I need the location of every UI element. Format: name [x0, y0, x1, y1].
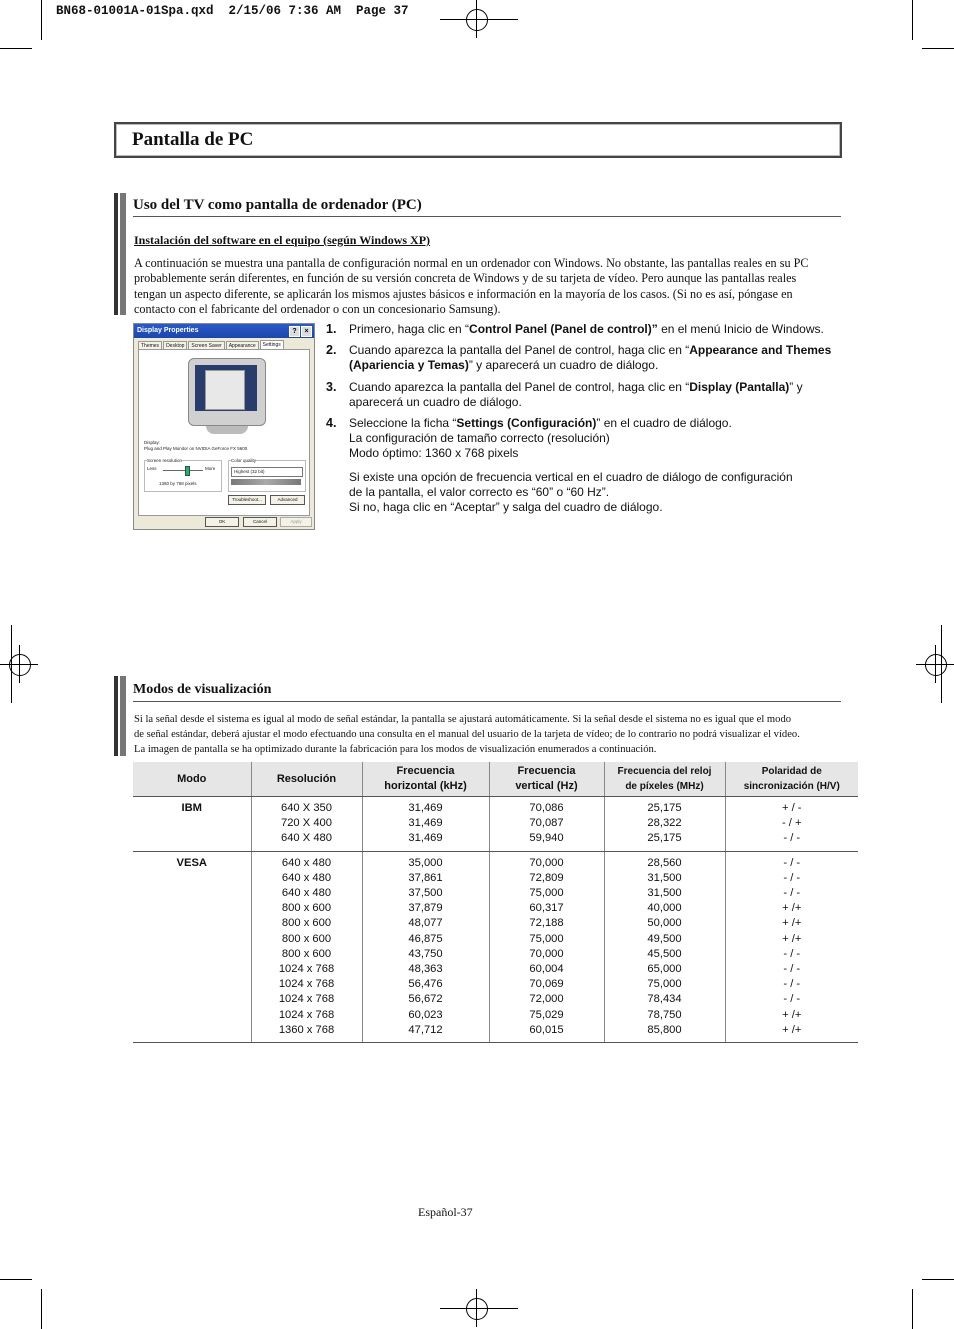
step-item: 1. Primero, haga clic en “Control Panel (Panel de control)” en el menú Inicio de Windows. — [326, 322, 824, 336]
cell-value: - / - — [783, 978, 801, 991]
display-properties-dialog — [133, 323, 315, 530]
cell-value: 25,175 — [647, 802, 682, 814]
cell-value: 37,500 — [408, 887, 443, 900]
step-item: 4. Seleccione la ficha “Settings (Configuración)” en el cuadro de diálogo. La configuración de tamaño correcto (resolución) Modo óptimo: 1360 x 768 pixels — [326, 416, 732, 461]
page-title-box — [114, 122, 842, 158]
column-header: Frecuencia horizontal (kHz) — [362, 762, 489, 797]
monitor-icon — [188, 358, 266, 426]
cell-value: 60,015 — [529, 1023, 564, 1036]
cell-value: 1024 x 768 — [278, 978, 335, 991]
cell-value: 70,087 — [529, 817, 564, 830]
note-paragraph: Si existe una opción de frecuencia vertical en el cuadro de diálogo de configuración de la pantalla, el valor correcto es “60” o “60 Hz”. Si no, haga clic en “Aceptar” y salga del cuadro de diálogo. — [349, 469, 793, 515]
cell-value: 75,029 — [529, 1008, 564, 1021]
display-modes-table — [133, 762, 858, 1043]
cell-value: + /+ — [782, 902, 802, 915]
page-title: Pantalla de PC — [132, 129, 254, 150]
step-item: 2. Cuando aparezca la pantalla del Panel de control, haga clic en “Appearance and Themes (Apariencia y Temas)” y aparecerá un cuadro de diálogo. — [326, 343, 832, 373]
tab-themes[interactable]: Themes — [138, 341, 162, 350]
cell-value: 1024 x 768 — [278, 993, 335, 1006]
display-label: Display: — [144, 440, 161, 445]
cell-value: 72,000 — [529, 993, 564, 1006]
cell-value: 75,000 — [529, 887, 564, 900]
value-cell — [604, 797, 725, 852]
cell-value: 37,861 — [408, 871, 443, 884]
cell-value: 31,469 — [408, 817, 443, 830]
less-label: Less — [147, 466, 157, 471]
value-cell — [362, 851, 489, 1042]
cell-value: 48,077 — [408, 917, 443, 930]
troubleshoot-button[interactable]: Troubleshoot... — [228, 495, 266, 505]
value-cell — [725, 797, 858, 852]
section-heading: Uso del TV como pantalla de ordenador (PC) — [133, 197, 422, 213]
cell-value: 72,809 — [529, 871, 564, 884]
cell-value: + / - — [781, 802, 802, 814]
tab-desktop[interactable]: Desktop — [163, 341, 187, 350]
value-cell — [604, 851, 725, 1042]
cell-value: 640 X 350 — [280, 802, 332, 814]
cell-value: 1360 x 768 — [278, 1023, 335, 1036]
cell-value: 28,322 — [647, 817, 682, 830]
modes-intro: Si la señal desde el sistema es igual al modo de señal estándar, la pantalla se ajustará automáticamente. Si la señal desde el sistema no es igual que el modo de señal estándar, deberá ajustar el modo efectuando una consulta en el manual del usuario de la tarjeta de vídeo; de lo contrario no podrá visualizar el vídeo. La imagen de pantalla se ha optimizado durante la fabricación para los modos de visualización enumerados a continuación. — [134, 714, 800, 755]
cell-value: 35,000 — [408, 856, 443, 869]
cell-value: 31,500 — [647, 887, 682, 900]
ok-button[interactable]: OK — [205, 517, 239, 527]
cell-value: - / - — [783, 993, 801, 1006]
advanced-button[interactable]: Advanced — [270, 495, 305, 505]
resolution-label: Screen resolution — [147, 458, 183, 463]
resolution-value: 1360 by 768 pixels — [159, 481, 197, 486]
cell-value: 60,004 — [529, 963, 564, 976]
cell-value: 45,500 — [647, 947, 682, 960]
cell-value: 720 X 400 — [280, 817, 332, 830]
table-header-row — [133, 762, 858, 797]
registration-mark-icon — [457, 0, 495, 38]
cell-value: 65,000 — [647, 963, 682, 976]
cell-value: 75,000 — [647, 978, 682, 991]
column-header: Polaridad de sincronización (H/V) — [725, 762, 858, 797]
cell-value: 72,188 — [529, 917, 564, 930]
section-bar — [114, 193, 126, 315]
cell-value: + /+ — [782, 1008, 802, 1021]
cell-value: 31,469 — [408, 832, 443, 845]
cell-value: - / - — [783, 856, 801, 869]
cell-value: 640 x 480 — [281, 856, 332, 869]
cell-value: 800 x 600 — [281, 947, 332, 960]
apply-button[interactable]: Apply — [280, 517, 312, 527]
table-row — [133, 851, 858, 1042]
cell-value: 50,000 — [647, 917, 682, 930]
page-number: Español-37 — [418, 1205, 473, 1219]
cell-value: 640 x 480 — [281, 887, 332, 900]
cell-value: 800 x 600 — [281, 917, 332, 930]
cell-value: + /+ — [782, 1023, 802, 1036]
settings-panel — [138, 349, 310, 516]
dialog-titlebar: Display Properties ? × — [134, 324, 314, 338]
cell-value: - / - — [783, 832, 801, 845]
cell-value: 70,000 — [529, 947, 564, 960]
cell-value: 37,879 — [408, 902, 443, 915]
registration-mark-icon — [457, 1289, 495, 1327]
resolution-group — [144, 460, 222, 492]
table-row — [133, 797, 858, 852]
color-label: Color quality — [231, 458, 257, 463]
close-icon[interactable]: × — [301, 326, 312, 337]
cell-value: 640 X 480 — [280, 832, 332, 845]
more-label: More — [205, 466, 216, 471]
cancel-button[interactable]: Cancel — [243, 517, 277, 527]
crop-mark — [41, 1289, 42, 1329]
cell-value: 28,560 — [647, 856, 682, 869]
tab-settings[interactable]: Settings — [260, 340, 284, 349]
cell-value: 800 x 600 — [281, 902, 332, 915]
value-cell — [362, 797, 489, 852]
section-rule — [133, 701, 841, 702]
cell-value: 59,940 — [529, 832, 564, 845]
cell-value: 78,434 — [647, 993, 682, 1006]
cell-value: 31,469 — [408, 802, 443, 814]
monitor-stand — [206, 426, 248, 434]
resolution-slider[interactable] — [163, 470, 203, 471]
section-rule — [133, 216, 841, 217]
mode-cell: VESA — [133, 851, 251, 1042]
cell-value: + /+ — [782, 917, 802, 930]
cell-value: 1024 x 768 — [278, 963, 335, 976]
value-cell — [725, 851, 858, 1042]
slider-handle[interactable] — [185, 466, 190, 476]
cell-value: 56,476 — [408, 978, 443, 991]
steps-list — [326, 322, 846, 515]
column-header: Modo — [133, 762, 251, 797]
crop-mark — [922, 48, 954, 49]
crop-mark — [912, 0, 913, 40]
cell-value: 47,712 — [408, 1023, 443, 1036]
cell-value: 85,800 — [647, 1023, 682, 1036]
registration-mark-icon — [0, 645, 38, 683]
color-bar — [231, 479, 301, 485]
cell-value: 48,363 — [408, 963, 443, 976]
intro-paragraph: A continuación se muestra una pantalla de configuración normal en un ordenador con Windows. No obstante, las pantallas reales en su PC probablemente serán diferentes, en función de su versión concreta de Windows y de su tarjeta de vídeo. Pero aunque las pantallas reales tengan un aspecto diferente, se aplicarán los mismos ajustes básicos e información en la mayoría de los casos. (Si no es así, póngase en contacto con el fabricante del ordenador o con un concesionario Samsung). — [134, 256, 809, 316]
cell-value: - / - — [783, 871, 801, 884]
crop-mark — [41, 0, 42, 40]
cell-value: 70,069 — [529, 978, 564, 991]
cell-value: 25,175 — [647, 832, 682, 845]
value-cell — [251, 797, 362, 852]
subheading: Instalación del software en el equipo (según Windows XP) — [134, 233, 431, 247]
color-select[interactable]: Highest (32 bit) — [231, 467, 303, 477]
section-bar — [114, 676, 126, 756]
cell-value: + /+ — [782, 932, 802, 945]
display-value: Plug and Play Monitor on NVIDIA GeForce FX 5600 — [144, 446, 248, 451]
value-cell — [489, 797, 604, 852]
cell-value: 640 x 480 — [281, 871, 332, 884]
cell-value: 75,000 — [529, 932, 564, 945]
cell-value: 31,500 — [647, 871, 682, 884]
tab-screen-saver[interactable]: Screen Saver — [188, 341, 224, 350]
cell-value: 1024 x 768 — [278, 1008, 335, 1021]
cell-value: 60,317 — [529, 902, 564, 915]
cell-value: - / + — [781, 817, 802, 830]
cell-value: - / - — [783, 963, 801, 976]
mode-cell: IBM — [133, 797, 251, 852]
registration-mark-icon — [916, 645, 954, 683]
cell-value: 70,086 — [529, 802, 564, 814]
cell-value: 56,672 — [408, 993, 443, 1006]
tab-appearance[interactable]: Appearance — [226, 341, 259, 350]
print-header: BN68-01001A-01Spa.qxd 2/15/06 7:36 AM Page 37 — [56, 4, 409, 18]
column-header: Frecuencia del reloj de píxeles (MHz) — [604, 762, 725, 797]
column-header: Frecuencia vertical (Hz) — [489, 762, 604, 797]
cell-value: 800 x 600 — [281, 932, 332, 945]
cell-value: - / - — [783, 947, 801, 960]
cell-value: 49,500 — [647, 932, 682, 945]
value-cell — [251, 851, 362, 1042]
cell-value: 40,000 — [647, 902, 682, 915]
crop-mark — [0, 48, 32, 49]
cell-value: - / - — [783, 887, 801, 900]
step-item: 3. Cuando aparezca la pantalla del Panel de control, haga clic en “Display (Pantalla)” y aparecerá un cuadro de diálogo. — [326, 379, 803, 409]
crop-mark — [922, 1279, 954, 1280]
cell-value: 46,875 — [408, 932, 443, 945]
crop-mark — [912, 1289, 913, 1329]
cell-value: 70,000 — [529, 856, 564, 869]
cell-value: 60,023 — [408, 1008, 443, 1021]
value-cell — [489, 851, 604, 1042]
section-heading: Modos de visualización — [133, 682, 272, 697]
cell-value: 78,750 — [647, 1008, 682, 1021]
cell-value: 43,750 — [408, 947, 443, 960]
crop-mark — [0, 1279, 32, 1280]
help-icon[interactable]: ? — [289, 326, 300, 337]
column-header: Resolución — [251, 762, 362, 797]
